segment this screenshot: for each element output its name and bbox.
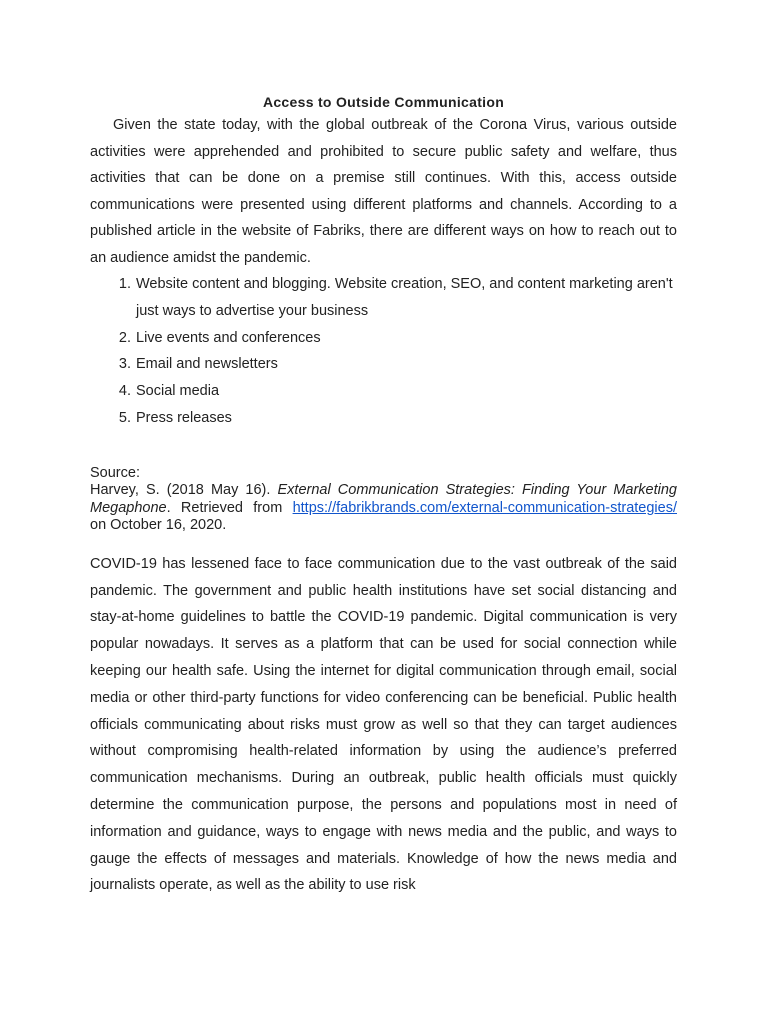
- body-paragraph: COVID-19 has lessened face to face communication due to the vast outbreak of the said pandemic. The government and public health institutions have set social distancing and stay-at-home guidelines to battle the COVID-19 pandemic. Digital communication is very popular nowadays. It serves as a platform that can be used for social connection while keeping our health safe. Using the internet for digital communication through email, social media or other third-party functions for video conferencing can be beneficial. Public health officials communicating about risks must grow as well so that they can target audiences without compromising health-related information by using the audience’s preferred communication mechanisms. During an outbreak, public health officials must quickly determine the communication purpose, the persons and populations most in need of information and guidance, ways to engage with news media and the public, and ways to gauge the effects of messages and materials. Knowledge of how the news media and journalists operate, as well as the ability to use risk: [90, 555, 677, 894]
- citation-accessed: on October 16, 2020.: [90, 517, 227, 534]
- citation-title: External Communication Strategies: Finding Your Marketing Megaphone: [90, 482, 677, 516]
- list-item: 1. Website content and blogging. Website creation, SEO, and content marketing aren't just ways to advertise your business: [135, 271, 677, 325]
- intro-paragraph: Given the state today, with the global outbreak of the Corona Virus, various outside activities were apprehended and prohibited to secure public safety and welfare, thus activities that can be done on a premise still continues. With this, access outside communications were presented using different platforms and channels. According to a published article in the website of Fabriks, there are different ways on how to reach out to an audience amidst the pandemic.: [90, 117, 677, 266]
- list-item: 4. Social media: [135, 378, 677, 405]
- source-citation: [90, 465, 677, 535]
- document-page: [90, 92, 677, 914]
- communication-channels-list: [90, 271, 677, 432]
- list-item: 3. Email and newsletters: [135, 351, 677, 378]
- page-title: Access to Outside Communication: [262, 94, 505, 110]
- citation-url-link[interactable]: https://fabrikbrands.com/external-communication-strategies/: [292, 499, 677, 516]
- citation-retrieved: . Retrieved from: [166, 499, 293, 516]
- citation-author-date: Harvey, S. (2018 May 16).: [90, 482, 278, 499]
- list-item: 2. Live events and conferences: [135, 325, 677, 352]
- source-label: Source:: [90, 464, 140, 481]
- list-item: 5. Press releases: [135, 405, 677, 432]
